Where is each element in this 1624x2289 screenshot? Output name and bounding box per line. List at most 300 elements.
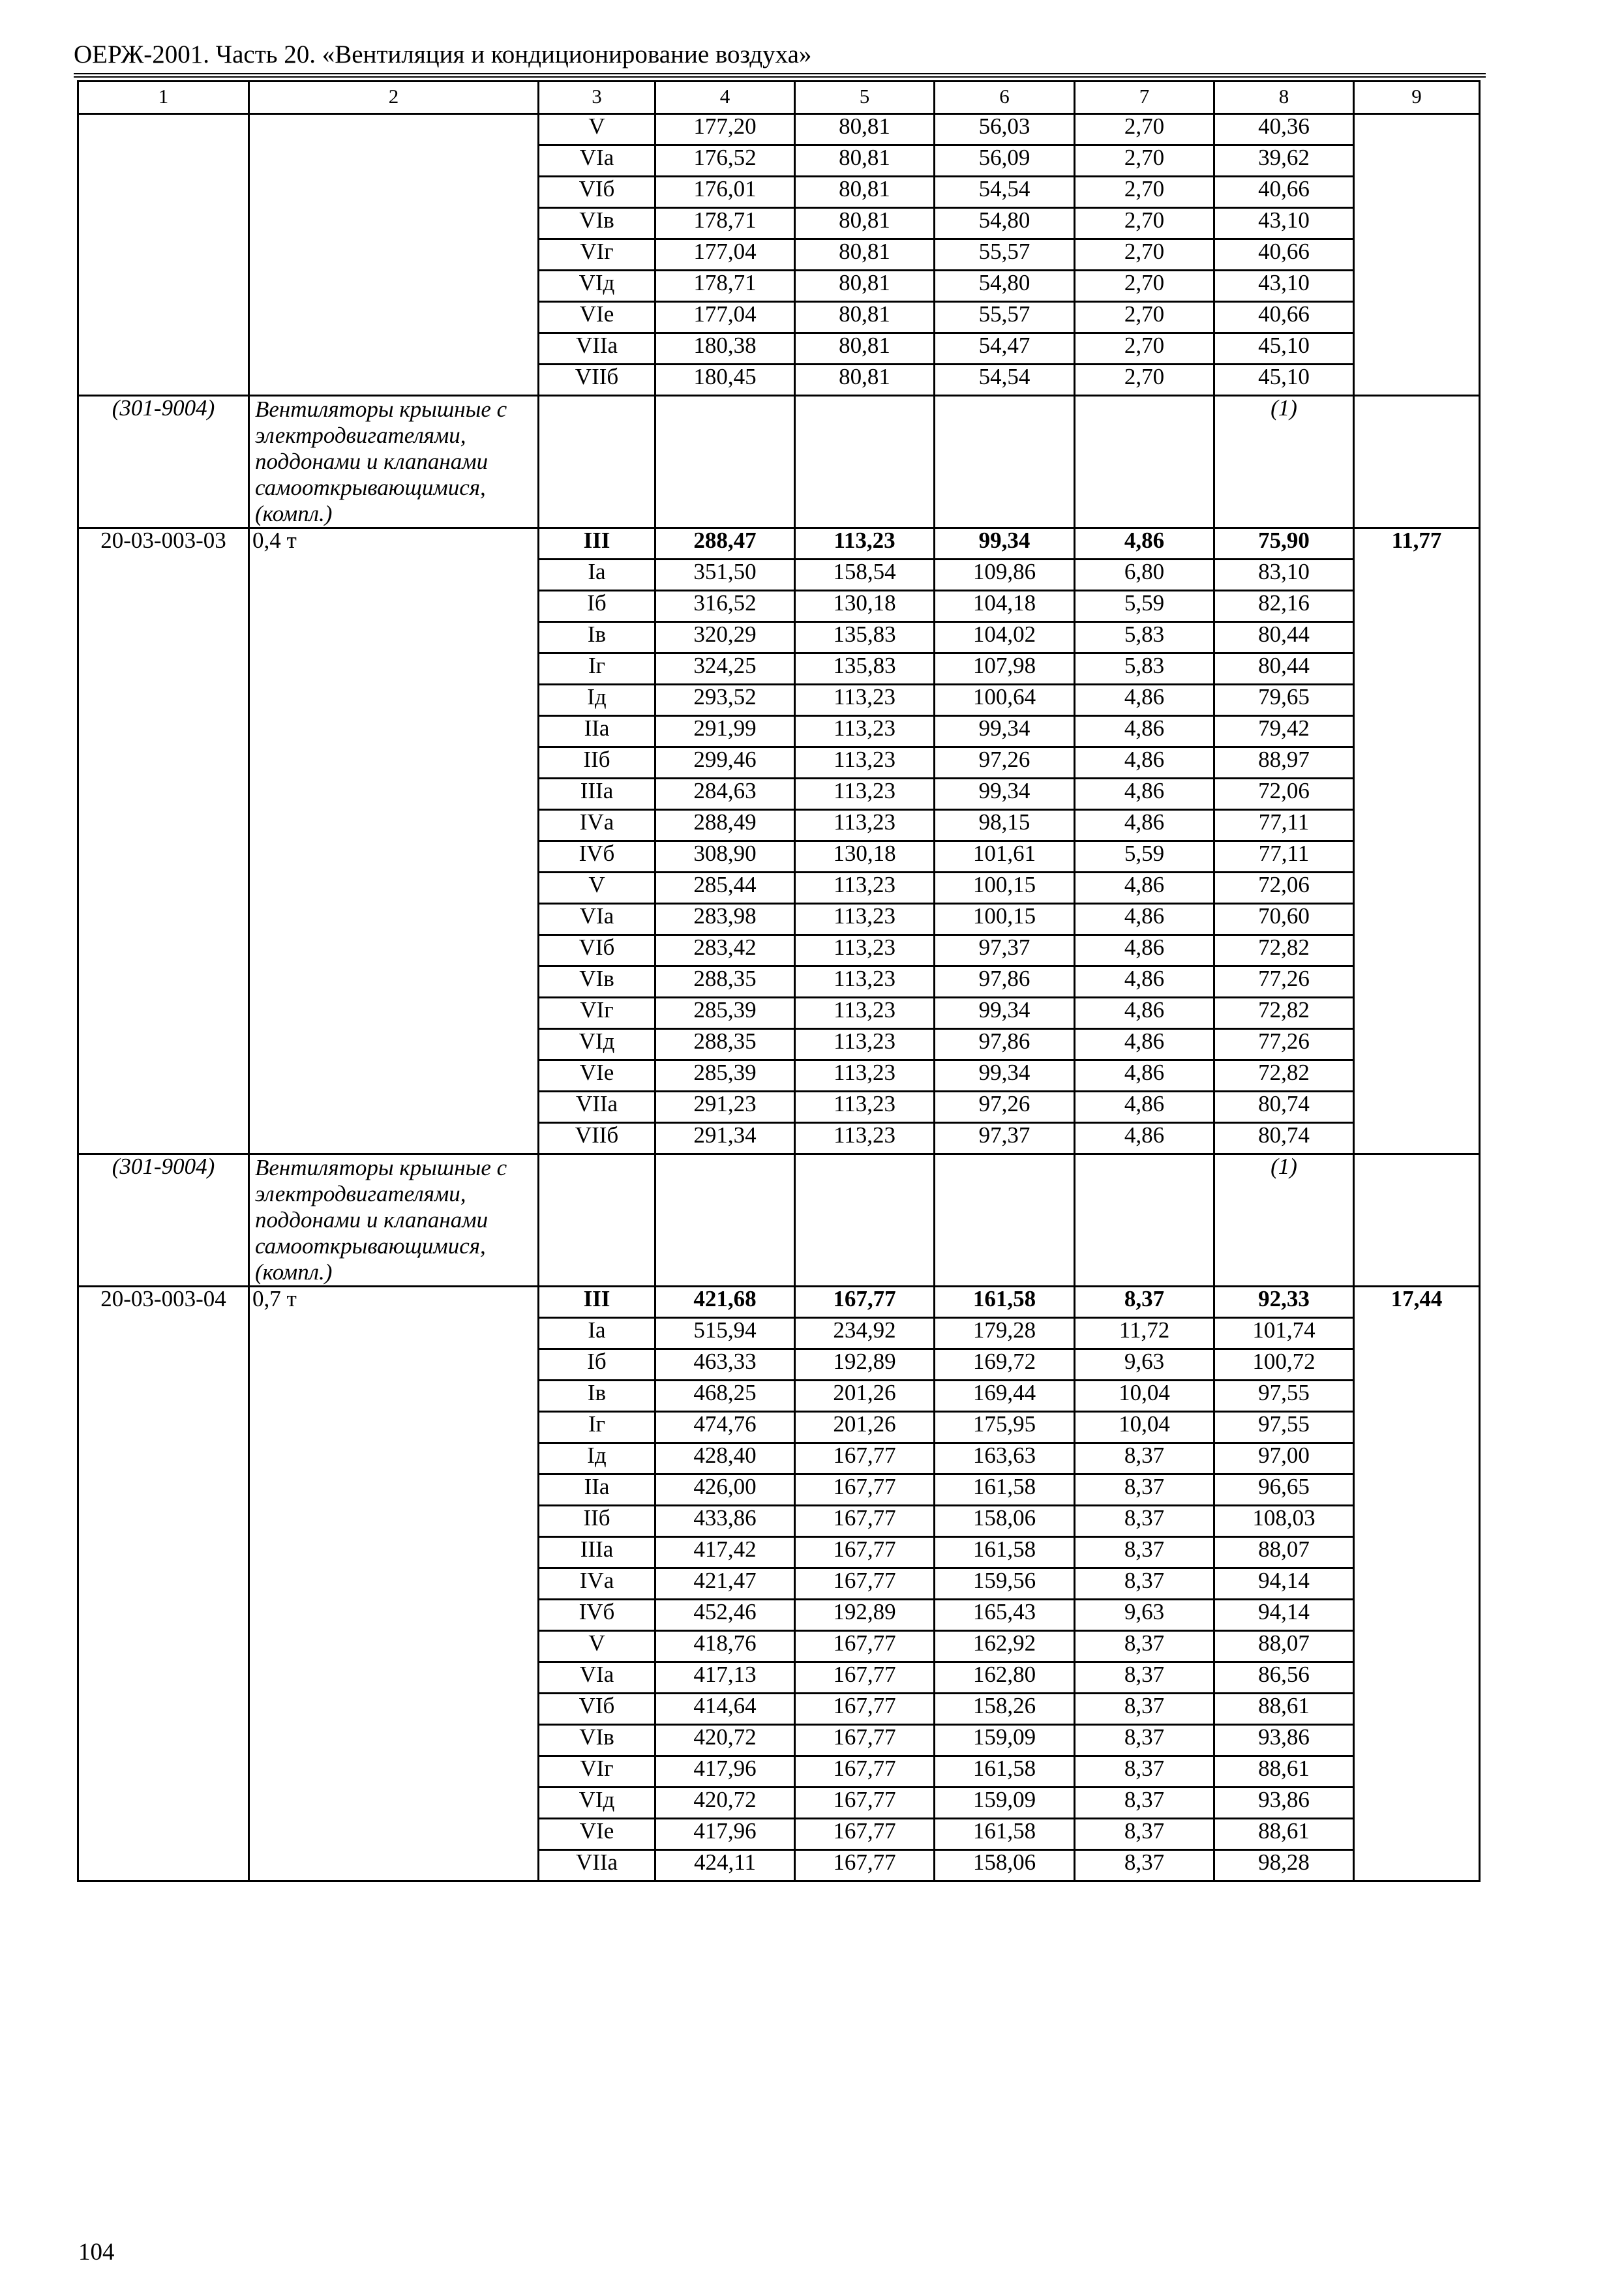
cell-c6: 97,37 [935,935,1075,966]
cell-c8: 72,06 [1214,779,1354,810]
cell-c8: 94,14 [1214,1600,1354,1631]
cell-c8: 72,82 [1214,935,1354,966]
cell-c4: 178,71 [655,208,795,239]
cell-c7: 10,04 [1075,1381,1214,1412]
cell-c6: 163,63 [935,1443,1075,1474]
cell-zone: Iа [539,1318,655,1349]
cell-c4: 320,29 [655,622,795,653]
cell-c8: 80,74 [1214,1123,1354,1154]
cell-c7: 4,86 [1075,716,1214,747]
cell-c4: 474,76 [655,1412,795,1443]
cell-c5: 130,18 [795,591,935,622]
cell-c4: 283,42 [655,935,795,966]
cell-c5: 234,92 [795,1318,935,1349]
cell-zone: Iа [539,560,655,591]
cell-zone: Iб [539,1349,655,1381]
cell-c7: 4,86 [1075,747,1214,779]
cell-c8: 45,10 [1214,365,1354,396]
cell-zone: VIв [539,208,655,239]
cell-c7: 4,86 [1075,998,1214,1029]
cell-c5: 113,23 [795,966,935,998]
cell-zone: VIв [539,1725,655,1756]
page-header: ОЕРЖ-2001. Часть 20. «Вентиляция и кондиционирование воздуха» [74,40,812,68]
column-number: 9 [1354,82,1480,114]
cell-c5: 201,26 [795,1381,935,1412]
cell-c6: 97,86 [935,966,1075,998]
cell-c6: 56,03 [935,114,1075,145]
cell-c6: 159,09 [935,1725,1075,1756]
main-value-zone: III [539,528,655,560]
cell-c5: 167,77 [795,1506,935,1537]
main-value-zone: III [539,1287,655,1318]
cell-c7: 8,37 [1075,1506,1214,1537]
resource-qty: (1) [1214,1154,1354,1287]
cell-c6: 54,80 [935,271,1075,302]
cell-c4: 420,72 [655,1788,795,1819]
cell-c8: 79,42 [1214,716,1354,747]
cell-c6: 99,34 [935,1060,1075,1092]
cell-c5: 80,81 [795,271,935,302]
cell-c5: 80,81 [795,302,935,333]
cell-zone: Iв [539,1381,655,1412]
cell-c8: 97,55 [1214,1381,1354,1412]
resource-row [78,1154,1480,1287]
cell-zone: IIа [539,716,655,747]
cell-c5: 130,18 [795,841,935,873]
cell-zone: VIд [539,271,655,302]
cell-c8: 80,44 [1214,653,1354,685]
cell-zone: V [539,114,655,145]
cell-zone: IIIа [539,779,655,810]
cell-zone: IIб [539,1506,655,1537]
cell-c6: 162,92 [935,1631,1075,1662]
empty-cell [1075,396,1214,528]
cell-c7: 4,86 [1075,1029,1214,1060]
cell-c5: 113,23 [795,810,935,841]
cell-zone: IVб [539,1600,655,1631]
cell-c5: 113,23 [795,747,935,779]
cell-c8: 72,06 [1214,873,1354,904]
cell-c6: 100,15 [935,873,1075,904]
column-number: 8 [1214,82,1354,114]
cell-c7: 4,86 [1075,779,1214,810]
main-value-c4: 288,47 [655,528,795,560]
cell-c7: 9,63 [1075,1600,1214,1631]
cell-c4: 288,35 [655,1029,795,1060]
cell-zone: VIб [539,1694,655,1725]
cell-c8: 45,10 [1214,333,1354,365]
cell-c5: 192,89 [795,1600,935,1631]
cell-c4: 176,52 [655,145,795,177]
resource-code: (301-9004) [78,1154,249,1287]
empty-cell [1354,1154,1480,1287]
cell-c7: 8,37 [1075,1537,1214,1568]
cell-c8: 77,11 [1214,841,1354,873]
cell-zone: Iд [539,1443,655,1474]
cell-c8: 43,10 [1214,271,1354,302]
cell-zone: VIIа [539,1092,655,1123]
cell-c8: 98,28 [1214,1850,1354,1881]
item-code [78,114,249,396]
cell-c4: 177,04 [655,302,795,333]
cell-c5: 80,81 [795,239,935,271]
cell-c8: 40,66 [1214,302,1354,333]
cell-c4: 414,64 [655,1694,795,1725]
cell-c4: 177,04 [655,239,795,271]
cell-c8: 39,62 [1214,145,1354,177]
cell-c4: 177,20 [655,114,795,145]
cell-c6: 169,72 [935,1349,1075,1381]
cell-c4: 291,34 [655,1123,795,1154]
cell-c5: 167,77 [795,1694,935,1725]
cell-c8: 40,66 [1214,239,1354,271]
cell-c4: 285,39 [655,998,795,1029]
item-total: 11,77 [1354,528,1480,1154]
cell-c7: 8,37 [1075,1725,1214,1756]
cell-c6: 101,61 [935,841,1075,873]
cell-c6: 179,28 [935,1318,1075,1349]
cell-c6: 99,34 [935,779,1075,810]
main-value-c8: 92,33 [1214,1287,1354,1318]
cell-c5: 113,23 [795,716,935,747]
cell-zone: V [539,1631,655,1662]
cell-c5: 113,23 [795,873,935,904]
header-rule [74,73,1486,74]
cell-zone: VIIа [539,1850,655,1881]
column-number: 4 [655,82,795,114]
cell-c5: 167,77 [795,1819,935,1850]
cell-c8: 97,55 [1214,1412,1354,1443]
cell-c6: 97,26 [935,747,1075,779]
cell-c6: 54,80 [935,208,1075,239]
cell-c5: 113,23 [795,998,935,1029]
cell-c7: 8,37 [1075,1631,1214,1662]
resource-row [78,396,1480,528]
cell-c7: 4,86 [1075,1092,1214,1123]
cell-c5: 80,81 [795,208,935,239]
main-value-c7: 8,37 [1075,1287,1214,1318]
cell-c7: 4,86 [1075,966,1214,998]
cell-zone: VIг [539,1756,655,1788]
cell-c4: 428,40 [655,1443,795,1474]
cell-c6: 104,18 [935,591,1075,622]
cell-c7: 9,63 [1075,1349,1214,1381]
empty-cell [795,1154,935,1287]
cell-c5: 80,81 [795,145,935,177]
cell-zone: VIIа [539,333,655,365]
cell-c8: 80,44 [1214,622,1354,653]
cell-c8: 70,60 [1214,904,1354,935]
cell-c4: 180,45 [655,365,795,396]
cell-c4: 291,99 [655,716,795,747]
cell-c4: 418,76 [655,1631,795,1662]
cell-c7: 2,70 [1075,365,1214,396]
cell-zone: IIа [539,1474,655,1506]
cell-c7: 2,70 [1075,208,1214,239]
main-value-c6: 99,34 [935,528,1075,560]
cell-c6: 98,15 [935,810,1075,841]
page-number: 104 [78,2239,115,2266]
cell-c8: 79,65 [1214,685,1354,716]
cell-c5: 80,81 [795,114,935,145]
cell-zone: VIд [539,1029,655,1060]
cell-c4: 417,96 [655,1756,795,1788]
cell-c6: 158,06 [935,1850,1075,1881]
cell-c7: 5,83 [1075,653,1214,685]
item-code: 20-03-003-04 [78,1287,249,1881]
cell-c7: 8,37 [1075,1474,1214,1506]
cell-c5: 80,81 [795,333,935,365]
cell-c8: 88,07 [1214,1537,1354,1568]
cell-c5: 135,83 [795,653,935,685]
cell-c8: 43,10 [1214,208,1354,239]
column-number: 1 [78,82,249,114]
cell-zone: Iг [539,653,655,685]
column-number-row [78,82,1480,114]
cell-c8: 94,14 [1214,1568,1354,1600]
cell-c4: 316,52 [655,591,795,622]
cell-zone: VIе [539,1819,655,1850]
cell-c6: 107,98 [935,653,1075,685]
cell-c5: 113,23 [795,904,935,935]
cell-c7: 10,04 [1075,1412,1214,1443]
cell-c7: 4,86 [1075,810,1214,841]
cell-c5: 167,77 [795,1474,935,1506]
cell-c7: 2,70 [1075,145,1214,177]
cell-c7: 4,86 [1075,1060,1214,1092]
resource-qty: (1) [1214,396,1354,528]
cell-zone: Iв [539,622,655,653]
cell-zone: IIIа [539,1537,655,1568]
table-row [78,1287,1480,1318]
cell-c7: 2,70 [1075,333,1214,365]
cell-c8: 97,00 [1214,1443,1354,1474]
cell-c4: 420,72 [655,1725,795,1756]
cell-c5: 80,81 [795,365,935,396]
cell-zone: IVа [539,810,655,841]
cell-zone: VIе [539,302,655,333]
main-value-c8: 75,90 [1214,528,1354,560]
cell-c6: 162,80 [935,1662,1075,1694]
empty-cell [935,396,1075,528]
item-name: 0,4 т [249,528,539,1154]
cell-c8: 88,97 [1214,747,1354,779]
main-value-c5: 167,77 [795,1287,935,1318]
cell-c7: 8,37 [1075,1788,1214,1819]
cell-c5: 113,23 [795,779,935,810]
cell-c6: 54,54 [935,177,1075,208]
cell-c5: 167,77 [795,1850,935,1881]
cell-c7: 2,70 [1075,177,1214,208]
cell-c8: 82,16 [1214,591,1354,622]
column-number: 6 [935,82,1075,114]
cell-c6: 159,09 [935,1788,1075,1819]
cell-c8: 93,86 [1214,1725,1354,1756]
cell-c7: 2,70 [1075,239,1214,271]
cell-c5: 113,23 [795,1123,935,1154]
cell-c8: 80,74 [1214,1092,1354,1123]
cell-c5: 167,77 [795,1788,935,1819]
cell-c8: 96,65 [1214,1474,1354,1506]
cell-zone: VIг [539,239,655,271]
header-rule-second [74,76,1486,78]
cell-c7: 4,86 [1075,935,1214,966]
cell-c8: 77,26 [1214,966,1354,998]
cell-c8: 93,86 [1214,1788,1354,1819]
cell-c4: 291,23 [655,1092,795,1123]
cell-c4: 299,46 [655,747,795,779]
cell-c6: 56,09 [935,145,1075,177]
cell-c7: 2,70 [1075,114,1214,145]
cell-c5: 113,23 [795,685,935,716]
cell-c6: 109,86 [935,560,1075,591]
cell-c6: 175,95 [935,1412,1075,1443]
cell-c4: 433,86 [655,1506,795,1537]
cell-zone: VIв [539,966,655,998]
main-value-c6: 161,58 [935,1287,1075,1318]
item-name: 0,7 т [249,1287,539,1881]
cell-c6: 161,58 [935,1756,1075,1788]
cell-zone: VIе [539,1060,655,1092]
cell-c5: 167,77 [795,1725,935,1756]
cell-zone: VIIб [539,1123,655,1154]
item-code: 20-03-003-03 [78,528,249,1154]
cell-c6: 97,26 [935,1092,1075,1123]
empty-cell [539,396,655,528]
column-number: 3 [539,82,655,114]
cell-c6: 158,06 [935,1506,1075,1537]
empty-cell [655,396,795,528]
cell-c7: 8,37 [1075,1662,1214,1694]
cell-c4: 176,01 [655,177,795,208]
cell-zone: VIг [539,998,655,1029]
cell-c7: 8,37 [1075,1756,1214,1788]
cell-zone: VIб [539,177,655,208]
cell-c7: 8,37 [1075,1819,1214,1850]
cell-c8: 88,61 [1214,1756,1354,1788]
cell-c5: 135,83 [795,622,935,653]
cell-c4: 293,52 [655,685,795,716]
cell-c4: 424,11 [655,1850,795,1881]
cell-c6: 54,54 [935,365,1075,396]
cell-c7: 4,86 [1075,873,1214,904]
cell-c7: 8,37 [1075,1850,1214,1881]
cell-c6: 97,37 [935,1123,1075,1154]
cell-c6: 97,86 [935,1029,1075,1060]
cell-c8: 72,82 [1214,998,1354,1029]
cell-c8: 40,66 [1214,177,1354,208]
cell-c6: 104,02 [935,622,1075,653]
cell-zone: Iб [539,591,655,622]
cell-c5: 80,81 [795,177,935,208]
cell-c4: 417,96 [655,1819,795,1850]
empty-cell [935,1154,1075,1287]
cell-c8: 72,82 [1214,1060,1354,1092]
cell-c8: 88,07 [1214,1631,1354,1662]
empty-cell [655,1154,795,1287]
cell-c4: 178,71 [655,271,795,302]
cell-c5: 113,23 [795,935,935,966]
table-row [78,114,1480,145]
cell-c7: 6,80 [1075,560,1214,591]
cell-c5: 113,23 [795,1029,935,1060]
cell-c7: 8,37 [1075,1568,1214,1600]
cell-zone: IIб [539,747,655,779]
item-total [1354,114,1480,396]
table-row [78,528,1480,560]
resource-name: Вентиляторы крышные с электродвигателями, поддонами и клапанами самооткрывающимися, (компл.) [249,1154,539,1287]
cell-c6: 100,15 [935,904,1075,935]
empty-cell [539,1154,655,1287]
cell-c6: 99,34 [935,998,1075,1029]
cell-c5: 192,89 [795,1349,935,1381]
cell-c6: 161,58 [935,1474,1075,1506]
cell-c8: 88,61 [1214,1694,1354,1725]
main-value-c7: 4,86 [1075,528,1214,560]
cell-c7: 11,72 [1075,1318,1214,1349]
item-total: 17,44 [1354,1287,1480,1881]
price-table [77,80,1481,1882]
cell-c8: 83,10 [1214,560,1354,591]
cell-c6: 161,58 [935,1537,1075,1568]
cell-c8: 86,56 [1214,1662,1354,1694]
cell-c5: 201,26 [795,1412,935,1443]
cell-c5: 113,23 [795,1092,935,1123]
cell-c8: 77,11 [1214,810,1354,841]
cell-zone: VIд [539,1788,655,1819]
cell-c6: 55,57 [935,302,1075,333]
cell-c7: 4,86 [1075,1123,1214,1154]
column-number: 7 [1075,82,1214,114]
cell-c7: 2,70 [1075,271,1214,302]
resource-name: Вентиляторы крышные с электродвигателями, поддонами и клапанами самооткрывающимися, (компл.) [249,396,539,528]
cell-c4: 426,00 [655,1474,795,1506]
cell-c8: 77,26 [1214,1029,1354,1060]
cell-c5: 167,77 [795,1631,935,1662]
empty-cell [1354,396,1480,528]
cell-c8: 108,03 [1214,1506,1354,1537]
cell-c4: 417,42 [655,1537,795,1568]
cell-c6: 165,43 [935,1600,1075,1631]
cell-zone: VIIб [539,365,655,396]
cell-c6: 161,58 [935,1819,1075,1850]
cell-c6: 158,26 [935,1694,1075,1725]
cell-c5: 113,23 [795,1060,935,1092]
cell-c7: 8,37 [1075,1694,1214,1725]
cell-c4: 284,63 [655,779,795,810]
cell-c7: 4,86 [1075,685,1214,716]
cell-c5: 167,77 [795,1568,935,1600]
cell-zone: V [539,873,655,904]
cell-zone: IVб [539,841,655,873]
cell-c8: 100,72 [1214,1349,1354,1381]
cell-zone: VIа [539,145,655,177]
cell-zone: VIа [539,1662,655,1694]
item-name [249,114,539,396]
cell-c4: 421,47 [655,1568,795,1600]
cell-c5: 158,54 [795,560,935,591]
resource-code: (301-9004) [78,396,249,528]
column-number: 5 [795,82,935,114]
empty-cell [1075,1154,1214,1287]
cell-c8: 40,36 [1214,114,1354,145]
cell-c4: 180,38 [655,333,795,365]
cell-c7: 5,83 [1075,622,1214,653]
main-value-c4: 421,68 [655,1287,795,1318]
empty-cell [795,396,935,528]
cell-zone: VIб [539,935,655,966]
cell-c4: 283,98 [655,904,795,935]
